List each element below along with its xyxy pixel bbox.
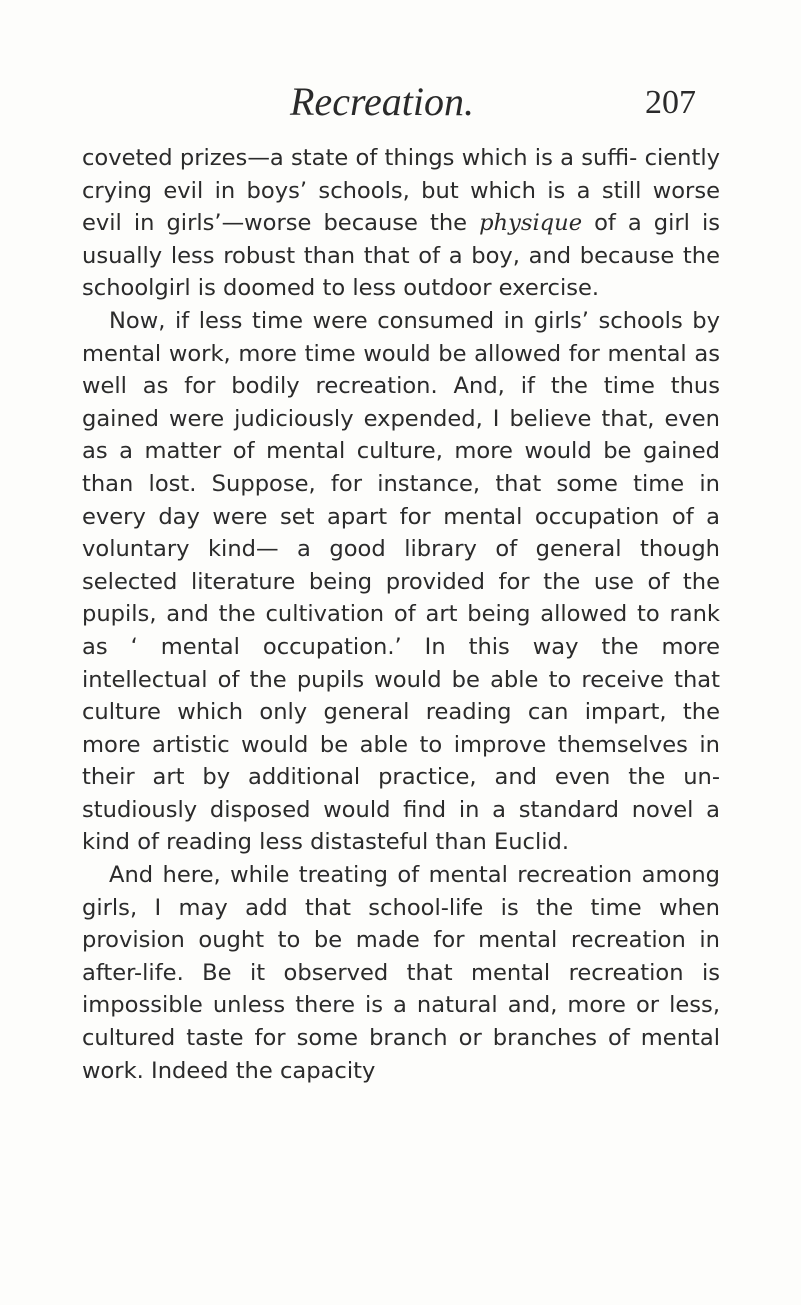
running-head bbox=[0, 78, 801, 138]
paragraph-text: coveted prizes—a state of things which is a suffi- ciently crying evil in boys’ schools, but which is a still worse evil in girls’—worse because the bbox=[82, 145, 720, 237]
paragraph: Now, if less time were consumed in girls’ schools by mental work, more time would be allowed for mental as well as for bodily recreation. And, if the time thus gained were judiciously expended, I believe that, even as a matter of mental culture, more would be gained than lost. Suppose, for instance, that some time in every day were set apart for mental occupation of a voluntary kind— a good library of general though selected literature being provided for the use of the pupils, and the cultivation of art being allowed to rank as ‘ mental occupation.’ In this way the more intellectual of the pupils would be able to receive that culture which only general reading can impart, the more artistic would be able to improve themselves in their art by additional practice, and even the un- studiously disposed would find in a standard novel a kind of reading less distasteful than Euclid. bbox=[82, 307, 720, 856]
paragraph-continuation bbox=[82, 142, 720, 305]
paragraph-text: of a girl is usually less robust than that of a boy, and because the schoolgirl is doomed to less outdoor exercise. bbox=[82, 210, 720, 302]
italic-term: physique bbox=[479, 210, 583, 237]
paragraph: And here, while treating of mental recreation among girls, I may add that school-life is the time when provision ought to be made for mental recreation in after-life. Be it observed that mental recreation is impossible unless there is a natural and, more or less, cultured taste for some branch or branches of mental work. Indeed the capacity bbox=[82, 862, 720, 1084]
running-head-title: Recreation. bbox=[290, 79, 475, 124]
page-number: 207 bbox=[645, 84, 696, 121]
body-text bbox=[82, 142, 720, 1087]
